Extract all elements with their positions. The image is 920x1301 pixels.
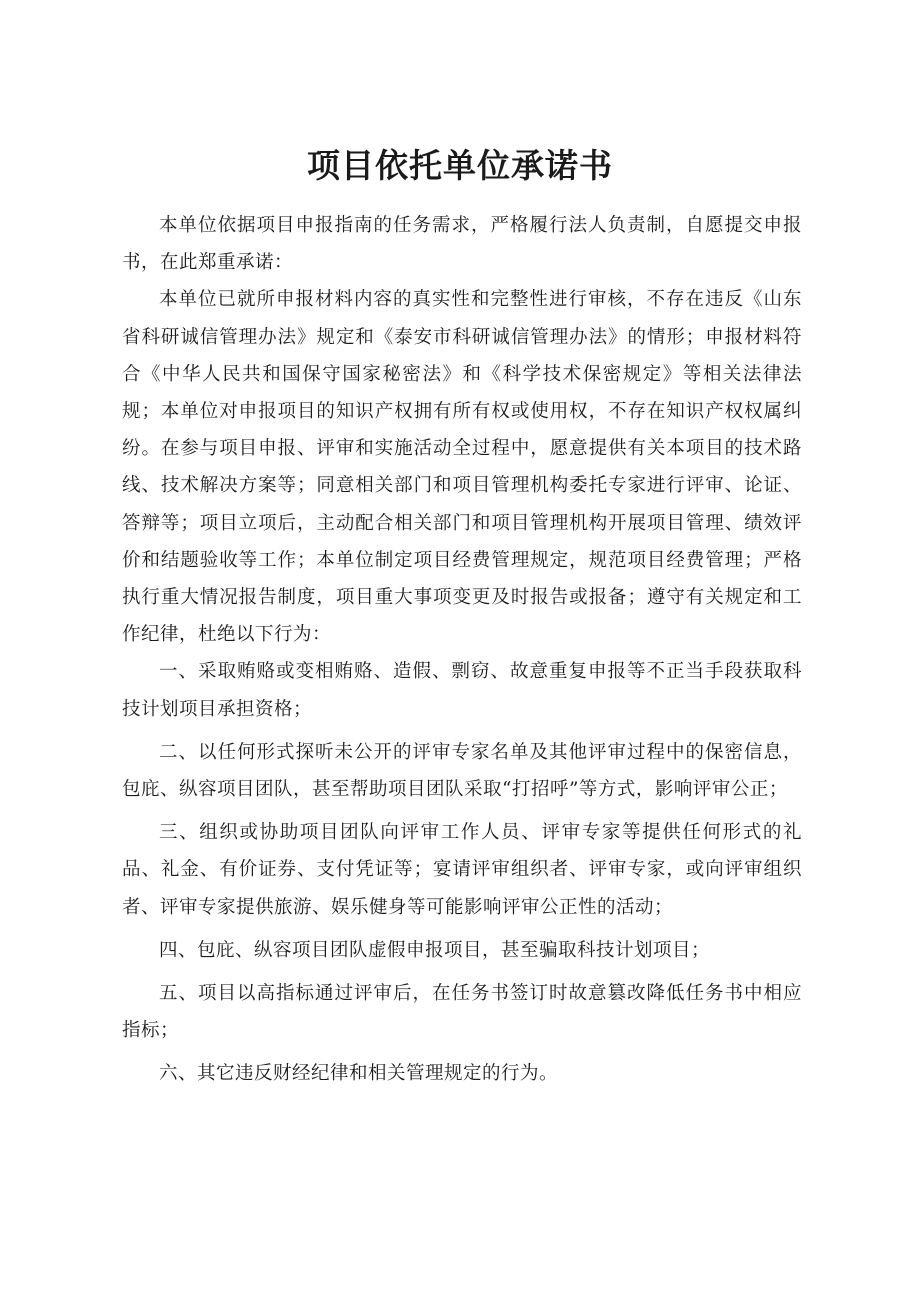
paragraph-commitment: 本单位已就所申报材料内容的真实性和完整性进行审核，不存在违反《山东省科研诚信管理办法》规定和《泰安市科研诚信管理办法》的情形；申报材料符合《中华人民共和国保守国家秘密法》和《科学技术保密规定》等相关法律法规；本单位对申报项目的知识产权拥有所有权或使用权，不存在知识产权权属纠纷。在参与项目申报、评审和实施活动全过程中，愿意提供有关本项目的技术路线、技术解决方案等；同意相关部门和项目管理机构委托专家进行评审、论证、答辩等；项目立项后，主动配合相关部门和项目管理机构开展项目管理、绩效评价和结题验收等工作；本单位制定项目经费管理规定，规范项目经费管理；严格执行重大情况报告制度，项目重大事项变更及时报告或报备；遵守有关规定和工作纪律，杜绝以下行为： xyxy=(122,289,802,646)
paragraph-item-3: 三、组织或协助项目团队向评审工作人员、评审专家等提供任何形式的礼品、礼金、有价证券、支付凭证等；宴请评审组织者、评审专家，或向评审组织者、评审专家提供旅游、娱乐健身等可能影响评审公正性的活动； xyxy=(122,822,802,918)
paragraph-intro: 本单位依据项目申报指南的任务需求，严格履行法人负责制，自愿提交申报书，在此郑重承诺： xyxy=(122,215,802,274)
document-title: 项目依托单位承诺书 xyxy=(307,146,613,185)
paragraph-item-1: 一、采取贿赂或变相贿赂、造假、剽窃、故意重复申报等不正当手段获取科技计划项目承担资格； xyxy=(122,661,802,720)
paragraph-item-5: 五、项目以高指标通过评审后，在任务书签订时故意篡改降低任务书中相应指标； xyxy=(122,983,802,1042)
paragraph-item-6: 六、其它违反财经纪律和相关管理规定的行为。 xyxy=(159,1063,559,1085)
document-body xyxy=(122,207,802,1093)
paragraph-item-4: 四、包庇、纵容项目团队虚假申报项目，甚至骗取科技计划项目； xyxy=(159,939,711,961)
paragraph-item-2: 二、以任何形式探听未公开的评审专家名单及其他评审过程中的保密信息，包庇、纵容项目团队，甚至帮助项目团队采取“打招呼”等方式，影响评审公正； xyxy=(122,741,802,801)
